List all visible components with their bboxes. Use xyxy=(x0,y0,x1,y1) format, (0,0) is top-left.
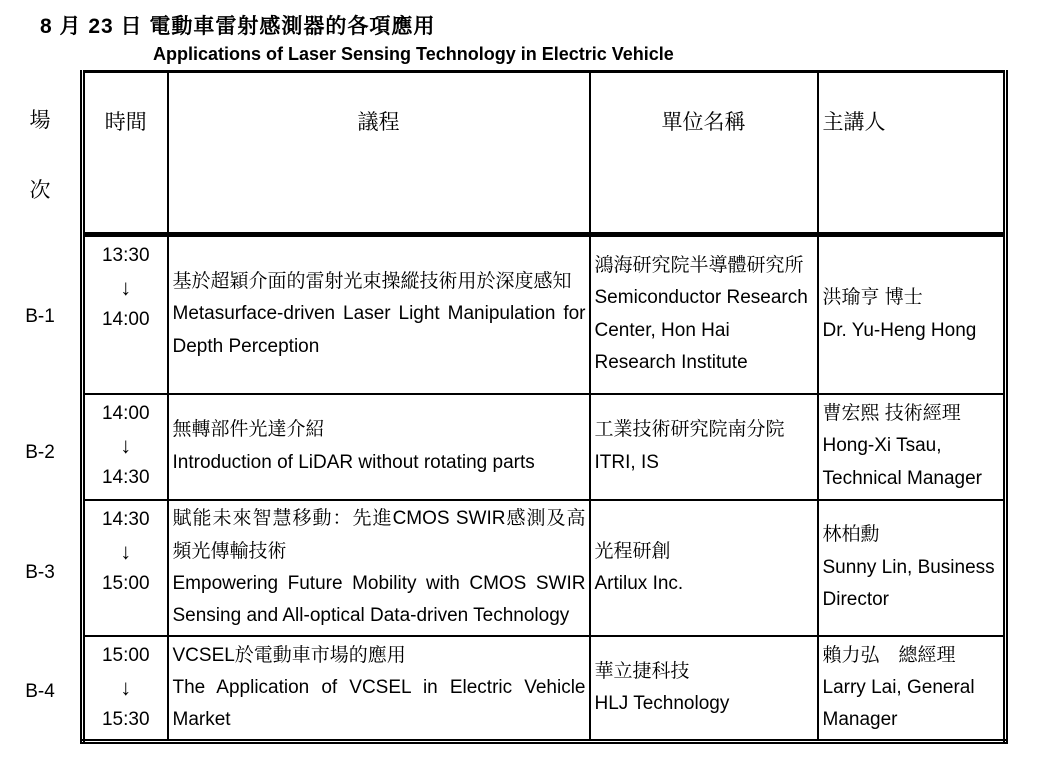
down-arrow-icon: ↓ xyxy=(120,675,132,701)
organization-en: HLJ Technology xyxy=(594,693,730,715)
page-title: 8 月 23 日 電動車雷射感測器的各項應用 xyxy=(40,15,436,38)
schedule-layout xyxy=(0,70,1008,744)
header-agenda: 議程 xyxy=(168,72,590,235)
speaker-en: Sunny Lin, Business Director xyxy=(822,556,995,610)
speaker-cell-b3 xyxy=(818,500,1006,636)
speaker-zh: 林柏勳 xyxy=(822,524,880,546)
time-end: 15:30 xyxy=(101,709,150,731)
time-cell-b4 xyxy=(83,636,168,741)
organization-en: ITRI, IS xyxy=(594,451,659,473)
agenda-title-zh: VCSEL於電動車市場的應用 xyxy=(172,644,406,666)
session-label-b4: B-4 xyxy=(25,680,55,702)
speaker-cell-b1 xyxy=(818,234,1006,394)
table-row xyxy=(83,636,1006,741)
organization-en: Artilux Inc. xyxy=(594,572,684,594)
speaker-en: Dr. Yu-Heng Hong xyxy=(822,319,977,341)
speaker-zh: 賴力弘 總經理 xyxy=(822,644,956,666)
time-cell-b2 xyxy=(83,394,168,500)
speaker-cell-b4 xyxy=(818,636,1006,741)
header-organization: 單位名稱 xyxy=(590,72,818,235)
session-header-char1: 場 xyxy=(29,109,51,132)
agenda-title-zh: 基於超穎介面的雷射光束操縱技術用於深度感知 xyxy=(172,271,572,293)
organization-cell-b2 xyxy=(590,394,818,500)
agenda-title-zh: 無轉部件光達介紹 xyxy=(172,419,325,441)
session-label-b1: B-1 xyxy=(25,306,55,327)
speaker-en: Hong-Xi Tsau, Technical Manager xyxy=(822,435,982,489)
session-column-header xyxy=(0,70,80,236)
agenda-cell-b2 xyxy=(168,394,590,500)
down-arrow-icon: ↓ xyxy=(120,538,132,564)
agenda-title-en: Empowering Future Mobility with CMOS SWIR Sensing and All-optical Data-driven Technology xyxy=(172,572,586,627)
time-start: 13:30 xyxy=(101,244,150,266)
schedule-table xyxy=(80,70,1008,744)
agenda-title-en: Introduction of LiDAR without rotating parts xyxy=(172,451,535,473)
session-column xyxy=(0,70,80,744)
speaker-cell-b2 xyxy=(818,394,1006,500)
table-row xyxy=(83,234,1006,394)
time-end: 14:00 xyxy=(101,308,150,330)
organization-cell-b1 xyxy=(590,234,818,394)
time-end: 14:30 xyxy=(101,466,150,488)
agenda-title-en: The Application of VCSEL in Electric Vehicle Market xyxy=(172,676,586,731)
organization-cell-b3 xyxy=(590,500,818,636)
organization-zh: 鴻海研究院半導體研究所 xyxy=(594,254,804,276)
down-arrow-icon: ↓ xyxy=(120,274,132,300)
page-subtitle: Applications of Laser Sensing Technology in Electric Vehicle xyxy=(153,44,674,64)
table-row xyxy=(83,394,1006,500)
table-row xyxy=(83,500,1006,636)
speaker-en: Larry Lai, General Manager xyxy=(822,676,975,731)
agenda-cell-b1 xyxy=(168,234,590,394)
speaker-zh: 曹宏熙 技術經理 xyxy=(822,403,961,425)
agenda-title-zh: 賦能未來智慧移動：先進CMOS SWIR感測及高頻光傳輸技術 xyxy=(172,508,586,562)
time-start: 15:00 xyxy=(101,645,150,667)
organization-zh: 光程研創 xyxy=(594,540,671,562)
agenda-cell-b3 xyxy=(168,500,590,636)
time-start: 14:30 xyxy=(101,508,150,530)
down-arrow-icon: ↓ xyxy=(120,432,132,458)
session-header-char2: 次 xyxy=(29,179,51,202)
organization-en: Semiconductor Research Center, Hon Hai Research Institute xyxy=(594,287,808,373)
time-end: 15:00 xyxy=(101,572,150,594)
time-start: 14:00 xyxy=(101,402,150,424)
agenda-title-en: Metasurface-driven Laser Light Manipulation for Depth Perception xyxy=(172,303,586,357)
header-time: 時間 xyxy=(83,72,168,235)
agenda-cell-b4 xyxy=(168,636,590,741)
time-cell-b3 xyxy=(83,500,168,636)
organization-zh: 華立捷科技 xyxy=(594,660,690,682)
time-cell-b1 xyxy=(83,234,168,394)
table-header-row xyxy=(83,72,1006,235)
header-speaker: 主講人 xyxy=(818,72,1006,235)
organization-cell-b4 xyxy=(590,636,818,741)
organization-zh: 工業技術研究院南分院 xyxy=(594,419,785,441)
speaker-zh: 洪瑜亨 博士 xyxy=(822,287,923,309)
session-label-b2: B-2 xyxy=(25,441,55,463)
session-label-b3: B-3 xyxy=(25,562,55,583)
